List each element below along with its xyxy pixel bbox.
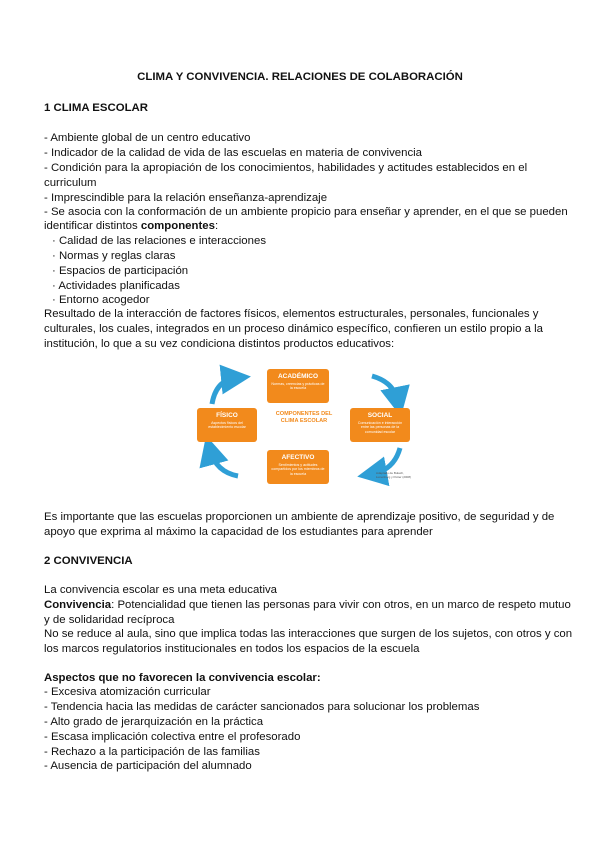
box-fisico-title: FÍSICO (216, 412, 238, 419)
scope-line: No se reduce al aula, sino que implica todas las interacciones que surgen de los sujetos, con otros y con (44, 628, 573, 640)
definition-term: Convivencia (44, 599, 112, 611)
bullet-line: curriculum (44, 177, 97, 189)
aspects-heading: Aspectos que no favorecen la convivencia escolar: (44, 672, 321, 684)
box-academico (267, 369, 329, 403)
result-line: institución, lo que a su vez condiciona distintos productos educativos: (44, 338, 395, 350)
box-fisico (197, 408, 257, 442)
bullet-line: - Imprescindible para la relación enseñanza-aprendizaje (44, 192, 328, 204)
aspect-item: - Ausencia de participación del alumnado (44, 760, 252, 772)
component-item: · Normas y reglas claras (52, 250, 176, 262)
clima-escolar-diagram (190, 360, 416, 492)
box-social (350, 408, 410, 442)
component-item: · Entorno acogedor (52, 294, 150, 306)
arrow-bottom-left-icon (210, 450, 238, 476)
aspect-item: - Rechazo a la participación de las familias (44, 746, 260, 758)
arrow-top-left-icon (212, 378, 236, 404)
bullet-line: - Indicador de la calidad de vida de las escuelas en materia de convivencia (44, 147, 423, 159)
section-heading-clima: 1 CLIMA ESCOLAR (44, 102, 148, 114)
diagram-center-label: COMPONENTES DEL CLIMA ESCOLAR (275, 411, 333, 424)
component-item: · Actividades planificadas (52, 280, 180, 292)
aspect-item: - Alto grado de jerarquización en la práctica (44, 716, 264, 728)
page-title: CLIMA Y CONVIVENCIA. RELACIONES DE COLABORACIÓN (137, 71, 463, 83)
box-afectivo-desc: Sentimientos y actitudes compartidos por los miembros de la escuela (271, 463, 325, 476)
aspect-item: - Tendencia hacia las medidas de carácter sancionados para solucionar los problemas (44, 701, 480, 713)
aspect-item: - Escasa implicación colectiva entre el profesorado (44, 731, 301, 743)
bullet-line: - Condición para la apropiación de los conocimientos, habilidades y actitudes establecidos en el (44, 162, 528, 174)
box-academico-title: ACADÉMICO (277, 373, 319, 380)
definition-text: : Potencialidad que tienen las personas para vivir con otros, en un marco de respeto mutuo (111, 599, 571, 611)
box-afectivo-title: AFECTIVO (281, 454, 315, 461)
identify-suffix: : (214, 220, 219, 232)
box-afectivo (267, 450, 329, 484)
arrow-top-right-icon (372, 376, 398, 402)
components-keyword: componentes (140, 220, 215, 232)
component-item: · Espacios de participación (52, 265, 189, 277)
convivencia-definition (44, 598, 571, 612)
bullet-line: - Ambiente global de un centro educativo (44, 132, 251, 144)
identify-prefix: identificar distintos (44, 220, 141, 232)
section-heading-convivencia: 2 CONVIVENCIA (44, 555, 133, 567)
closing-line: Es importante que las escuelas proporcionen un ambiente de aprendizaje positivo, de seguridad y de (44, 511, 555, 523)
result-line: culturales, los cuales, integrados en un proceso dinámico específico, confieren un estilo propio a la (44, 323, 543, 335)
identify-components-line (44, 219, 218, 233)
aspect-item: - Excesiva atomización curricular (44, 686, 211, 698)
box-fisico-desc: Aspectos físicos del establecimiento escolar (208, 421, 246, 430)
diagram-credit: Adaptado de Bulach, Lunenburg y Potter (2008) (376, 471, 412, 479)
closing-line: apoyo que exprima al máximo la capacidad de los estudiantes para aprender (44, 526, 433, 538)
box-social-desc: Comunicación e interacción entre las personas de la comunidad escolar (357, 421, 403, 434)
definition-line-2: y de solidaridad recíproca (44, 614, 175, 626)
box-academico-desc: Normas, creencias y prácticas de la escuela (271, 382, 325, 391)
box-social-title: SOCIAL (367, 412, 393, 419)
component-item: · Calidad de las relaciones e interacciones (52, 235, 267, 247)
result-line: Resultado de la interacción de factores físicos, elementos estructurales, personales, funcionales y (44, 308, 539, 320)
convivencia-goal: La convivencia escolar es una meta educativa (44, 584, 278, 596)
bullet-line: - Se asocia con la conformación de un ambiente propicio para enseñar y aprender, en el que se pueden (44, 206, 568, 218)
scope-line: los marcos regulatorios institucionales en todos los espacios de la escuela (44, 643, 420, 655)
